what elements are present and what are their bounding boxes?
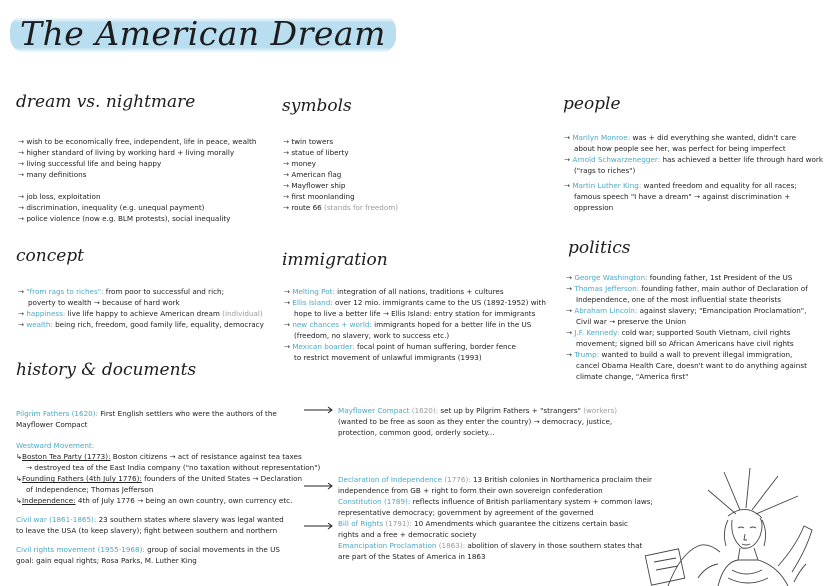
list-item: Declaration of Independence (1776): 13 British colonies in Northamerica proclaim their: [338, 475, 652, 484]
dream-list: [18, 136, 256, 224]
list-item: Constitution (1789): reflects influence of British parliamentary system + common laws;: [338, 497, 653, 506]
list-item: → job loss, exploitation: [18, 192, 101, 201]
immigration-list: → Melting Pot: integration of all nations, traditions + cultures → Ellis Island: over 12 mio. immigrants came to the US (1892-1952) with hope to live a better life → Ellis Island: entry station for immigrants → new chances + world: immigrants hoped for a better life in the US (freedom, no slavery, work to success etc.) → Mexican boarder: focal point of human suffering, border fence to restrict movement of unlawful immigrants (1993): [284, 287, 546, 362]
list-item: → American flag: [283, 170, 342, 179]
list-item: → Ellis Island: over 12 mio. immigrants came to the US (1892-1952) with: [284, 298, 546, 307]
list-item: → wealth: being rich, freedom, good family life, equality, democracy: [18, 320, 264, 329]
list-item: Civil rights movement (1955-1968): group of social movements in the US: [16, 545, 280, 554]
list-item: → Melting Pot: integration of all nations, traditions + cultures: [284, 287, 504, 296]
concept-heading: concept: [16, 246, 84, 266]
list-item: → new chances + world: immigrants hoped for a better life in the US: [284, 320, 532, 329]
statue-of-liberty-illustration: [628, 466, 828, 586]
list-item: Pilgrim Fathers (1620): First English settlers who were the authors of the: [16, 409, 277, 418]
list-item: → happiness: live life happy to achieve American dream (individual): [18, 309, 263, 318]
list-item: → Arnold Schwarzenegger: has achieved a better life through hard work: [564, 155, 824, 164]
immigration-heading: immigration: [282, 250, 388, 270]
list-item: → police violence (now e.g. BLM protests), social inequality: [18, 214, 231, 223]
history-right-bottom: Declaration of Independence (1776): 13 British colonies in Northamerica proclaim their independence from GB + right to form their own sovereign confederation Constitution (1789): reflects influence of British parliamentary system + common laws; representative democracy; government by agreement of the governed Bill of Rights (1791): 10 Amendments which guarantee the citizens certain basic rights and a free + democratic society Emancipation Proclamation (1863): abolition of slavery in those southern states that are part of the States of America in 1863: [338, 475, 653, 561]
list-item: → first moonlanding: [283, 192, 355, 201]
people-list: → Marilyn Monroe: was + did everything she wanted, didn't care about how people see her, was perfect for being imperfect → Arnold Schwarzenegger: has achieved a better life through hard work ("rags to riches") → Martin Luther King: wanted freedom and equality for all races; famous speech "I have a dream" → against discrimination + oppression: [564, 132, 828, 213]
list-item: → Mexican boarder: focal point of human suffering, border fence: [284, 342, 516, 351]
list-item: Mayflower Compact (1620): set up by Pilgrim Fathers + "strangers" (workers): [338, 406, 618, 415]
list-item: → Martin Luther King: wanted freedom and equality for all races;: [564, 181, 797, 190]
people-heading: people: [563, 94, 621, 114]
history-heading: history & documents: [16, 360, 197, 380]
list-item: → Mayflower ship: [283, 181, 346, 190]
list-item: ↳Independence: 4th of July 1776 → being an own country, own currency etc.: [16, 496, 293, 505]
concept-list: → "from rags to riches": from poor to successful and rich; poverty to wealth → because of hard work → happiness: live life happy to achieve American dream (individual) → wealth: being rich, freedom, good family life, equality, democracy: [18, 287, 264, 329]
list-item: → Trump: wanted to build a wall to prevent illegal immigration,: [566, 350, 793, 359]
symbols-list: [283, 136, 398, 213]
list-item: → George Washington: founding father, 1st President of the US: [566, 273, 793, 282]
list-item: → money: [283, 159, 316, 168]
history-right-top: Mayflower Compact (1620): set up by Pilgrim Fathers + "strangers" (workers) (wanted to be free as soon as they enter the country) → democracy, justice, protection, common good, orderly society...: [338, 406, 618, 437]
connector-arrows: [300, 400, 340, 560]
page-title: The American Dream: [10, 14, 396, 53]
list-item: → route 66 (stands for freedom): [283, 203, 399, 212]
list-item: Bill of Rights (1791): 10 Amendments which guarantee the citizens certain basic: [338, 519, 629, 528]
list-item: → "from rags to riches": from poor to successful and rich;: [18, 287, 225, 296]
list-item: → many definitions: [18, 170, 87, 179]
history-left: Pilgrim Fathers (1620): First English settlers who were the authors of the Mayflower Compact Westward Movement: ↳Boston Tea Party (1773): Boston citizens → act of resistance against tea taxes → destroyed tea of the East India company ("no taxation without representation") ↳Founding Fathers (4th July 1776): founders of the United States → Declaration of Independence; Thomas Jefferson ↳Independence: 4th of July 1776 → being an own country, own currency etc. Civil war (1861-1865): 23 southern states where slavery was legal wanted to leave the USA (to keep slavery); fight between southern and northern Civil rights movement (1955-1968): group of social movements in the US goal: gain equal rights; Rosa Parks, M. Luther King: [16, 409, 321, 565]
list-item: → J.F. Kennedy: cold war; supported South Vietnam, civil rights: [566, 328, 791, 337]
list-item: → twin towers: [283, 137, 334, 146]
list-item: ↳Boston Tea Party (1773): Boston citizens → act of resistance against tea taxes: [16, 452, 302, 461]
list-item: Emancipation Proclamation (1863): abolition of slavery in those southern states that: [338, 541, 643, 550]
list-item: → statue of liberty: [283, 148, 349, 157]
list-item: ↳Founding Fathers (4th July 1776): founders of the United States → Declaration: [16, 474, 303, 483]
list-item: → higher standard of living by working hard + living morally: [18, 148, 235, 157]
politics-list: → George Washington: founding father, 1st President of the US → Thomas Jefferson: founding father, main author of Declaration of Independence, one of the most influential state theorists → Abraham Lincoln: against slavery; "Emancipation Proclamation", Civil war → preserve the Union → J.F. Kennedy: cold war; supported South Vietnam, civil rights movement; signed bill so African Americans have civil rights → Trump: wanted to build a wall to prevent illegal immigration, cancel Obama Health Care, doesn't want to do anything against climate change, "America first": [566, 273, 808, 381]
politics-heading: politics: [568, 238, 631, 258]
dream-heading: dream vs. nightmare: [16, 92, 196, 112]
list-item: → Marilyn Monroe: was + did everything she wanted, didn't care: [564, 133, 797, 142]
list-item: → living successful life and being happy: [18, 159, 162, 168]
list-item: → Thomas Jefferson: founding father, main author of Declaration of: [566, 284, 808, 293]
list-item: → wish to be economically free, independent, life in peace, wealth: [18, 137, 257, 146]
list-item: Civil war (1861-1865): 23 southern states where slavery was legal wanted: [16, 515, 284, 524]
symbols-heading: symbols: [282, 96, 352, 116]
list-item: → discrimination, inequality (e.g. unequal payment): [18, 203, 205, 212]
list-item: → Abraham Lincoln: against slavery; "Emancipation Proclamation",: [566, 306, 807, 315]
